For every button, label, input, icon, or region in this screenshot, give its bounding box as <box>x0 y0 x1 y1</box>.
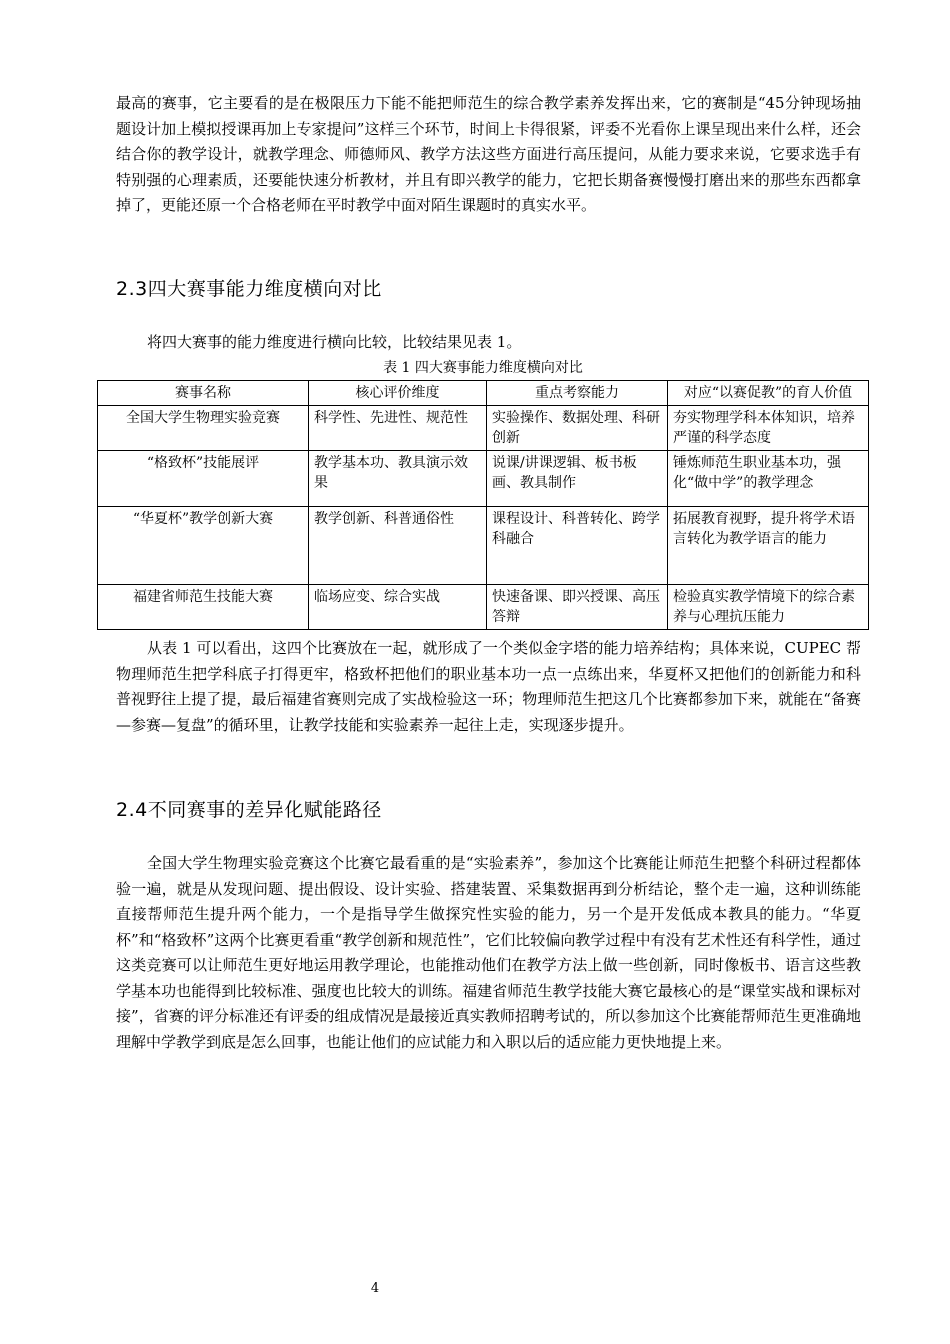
table-header-cell: 核心评价维度 <box>309 381 487 406</box>
table-cell: 科学性、先进性、规范性 <box>309 406 487 451</box>
table-cell: “格致杯”技能展评 <box>98 451 309 507</box>
table-header-row <box>98 381 869 406</box>
table-header-cell: 重点考察能力 <box>487 381 668 406</box>
table-row <box>98 406 869 451</box>
table-row <box>98 451 869 507</box>
table-cell: 快速备课、即兴授课、高压答辩 <box>487 585 668 630</box>
table-cell: 福建省师范生技能大赛 <box>98 585 309 630</box>
table-cell: 检验真实教学情境下的综合素养与心理抗压能力 <box>668 585 869 630</box>
table-row <box>98 507 869 585</box>
table-cell: 教学基本功、教具演示效果 <box>309 451 487 507</box>
table-cell: 实验操作、数据处理、科研创新 <box>487 406 668 451</box>
section-heading-2-4: 2.4不同赛事的差异化赋能路径 <box>116 799 382 821</box>
table-cell: 课程设计、科普转化、跨学科融合 <box>487 507 668 585</box>
table-cell: 教学创新、科普通俗性 <box>309 507 487 585</box>
comparison-table <box>97 380 869 630</box>
table-lead-sentence: 将四大赛事的能力维度进行横向比较，比较结果见表 1。 <box>147 333 522 351</box>
table-cell: 临场应变、综合实战 <box>309 585 487 630</box>
intro-paragraph: 最高的赛事，它主要看的是在极限压力下能不能把师范生的综合教学素养发挥出来，它的赛制是“45分钟现场抽题设计加上模拟授课再加上专家提问”这样三个环节，时间上卡得很紧，评委不光看你上课呈现出来什么样，还会结合你的教学设计，就教学理念、师德师风、教学方法这些方面进行高压提问，从能力要求来说，它要求选手有特别强的心理素质，还要能快速分析教材，并且有即兴教学的能力，它把长期备赛慢慢打磨出来的那些东西都拿掉了，更能还原一个合格老师在平时教学中面对陌生课题时的真实水平。 <box>116 94 861 214</box>
table-cell: 说课/讲课逻辑、板书板画、教具制作 <box>487 451 668 507</box>
table-cell: 拓展教育视野，提升将学术语言转化为教学语言的能力 <box>668 507 869 585</box>
table-cell: 锤炼师范生职业基本功，强化“做中学”的教学理念 <box>668 451 869 507</box>
table-conclusion-paragraph: 从表 1 可以看出，这四个比赛放在一起，就形成了一个类似金字塔的能力培养结构；具体来说，CUPEC 帮物理师范生把学科底子打得更牢，格致杯把他们的职业基本功一点一点练出来，华夏杯又把他们的创新能力和科普视野往上提了提，最后福建省赛则完成了实战检验这一环；物理师范生把这几个比赛都参加下来，就能在“备赛—参赛—复盘”的循环里，让教学技能和实验素养一起往上走，实现逐步提升。 <box>116 639 861 734</box>
section-2-4-paragraph: 全国大学生物理实验竞赛这个比赛它最看重的是“实验素养”，参加这个比赛能让师范生把整个科研过程都体验一遍，就是从发现问题、提出假设、设计实验、搭建装置、采集数据再到分析结论，整个走一遍，这种训练能直接帮师范生提升两个能力，一个是指导学生做探究性实验的能力，另一个是开发低成本教具的能力。“华夏杯”和“格致杯”这两个比赛更看重“教学创新和规范性”，它们比较偏向教学过程中有没有艺术性还有科学性，通过这类竞赛可以让师范生更好地运用教学理论，也能推动他们在教学方法上做一些创新，同时像板书、语言这些教学基本功也能得到比较标准、强度也比较大的训练。福建省师范生教学技能大赛它最核心的是“课堂实战和课标对接”，省赛的评分标准还有评委的组成情况是最接近真实教师招聘考试的，所以参加这个比赛能帮师范生更准确地理解中学教学到底是怎么回事，也能让他们的应试能力和入职以后的适应能力更快地提上来。 <box>116 854 861 1051</box>
table-cell: 全国大学生物理实验竞赛 <box>98 406 309 451</box>
table-row <box>98 585 869 630</box>
table-header-cell: 对应“以赛促教”的育人价值 <box>668 381 869 406</box>
page-number: 4 <box>370 1281 380 1296</box>
table-cell: 夯实物理学科本体知识，培养严谨的科学态度 <box>668 406 869 451</box>
section-heading-2-3: 2.3四大赛事能力维度横向对比 <box>116 278 382 300</box>
table-cell: “华夏杯”教学创新大赛 <box>98 507 309 585</box>
table-header-cell: 赛事名称 <box>98 381 309 406</box>
table-caption: 表 1 四大赛事能力维度横向对比 <box>383 360 583 376</box>
